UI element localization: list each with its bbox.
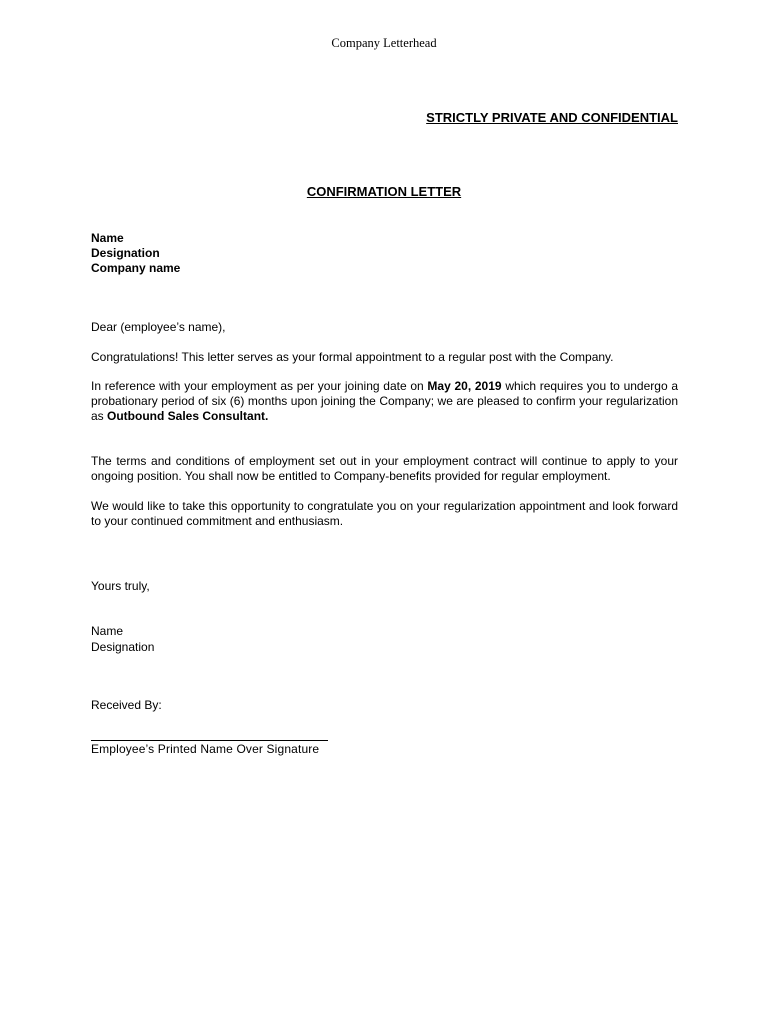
- salutation: Dear (employee’s name),: [91, 320, 226, 334]
- congratulations-paragraph: Congratulations! This letter serves as your formal appointment to a regular post with the Company.: [91, 350, 614, 364]
- position-title: Outbound Sales Consultant.: [107, 409, 269, 423]
- signature-caption: Employee’s Printed Name Over Signature: [91, 742, 320, 756]
- confirmation-text-part2: which requires you to undergo a probationary period of six (6) months upon joining the Company; we are pleased to confirm your regularization as: [91, 379, 679, 423]
- received-by-label: Received By:: [91, 698, 162, 712]
- company-letterhead: Company Letterhead: [331, 36, 437, 50]
- sender-block: [91, 623, 154, 655]
- confirmation-text-part1: In reference with your employment as per your joining date on: [91, 379, 428, 393]
- sender-designation: Designation: [91, 640, 155, 654]
- sender-name: Name: [91, 624, 124, 638]
- recipient-name: Name: [91, 231, 124, 245]
- recipient-company: Company name: [91, 261, 181, 275]
- recipient-block: [91, 231, 180, 276]
- recipient-designation: Designation: [91, 246, 160, 260]
- closing-paragraph: We would like to take this opportunity to congratulate you on your regularization appointment and look forward to your continued commitment and enthusiasm.: [91, 499, 678, 528]
- confidential-notice: STRICTLY PRIVATE AND CONFIDENTIAL: [426, 110, 678, 125]
- confirmation-paragraph: [91, 379, 678, 424]
- terms-paragraph: The terms and conditions of employment set out in your employment contract will continue to apply to your ongoing position. You shall now be entitled to Company-benefits provided for regular employment.: [91, 454, 678, 483]
- joining-date: May 20, 2019: [427, 379, 502, 393]
- complimentary-close: Yours truly,: [91, 579, 150, 593]
- letter-title: CONFIRMATION LETTER: [306, 184, 462, 199]
- signature-line: [91, 740, 328, 741]
